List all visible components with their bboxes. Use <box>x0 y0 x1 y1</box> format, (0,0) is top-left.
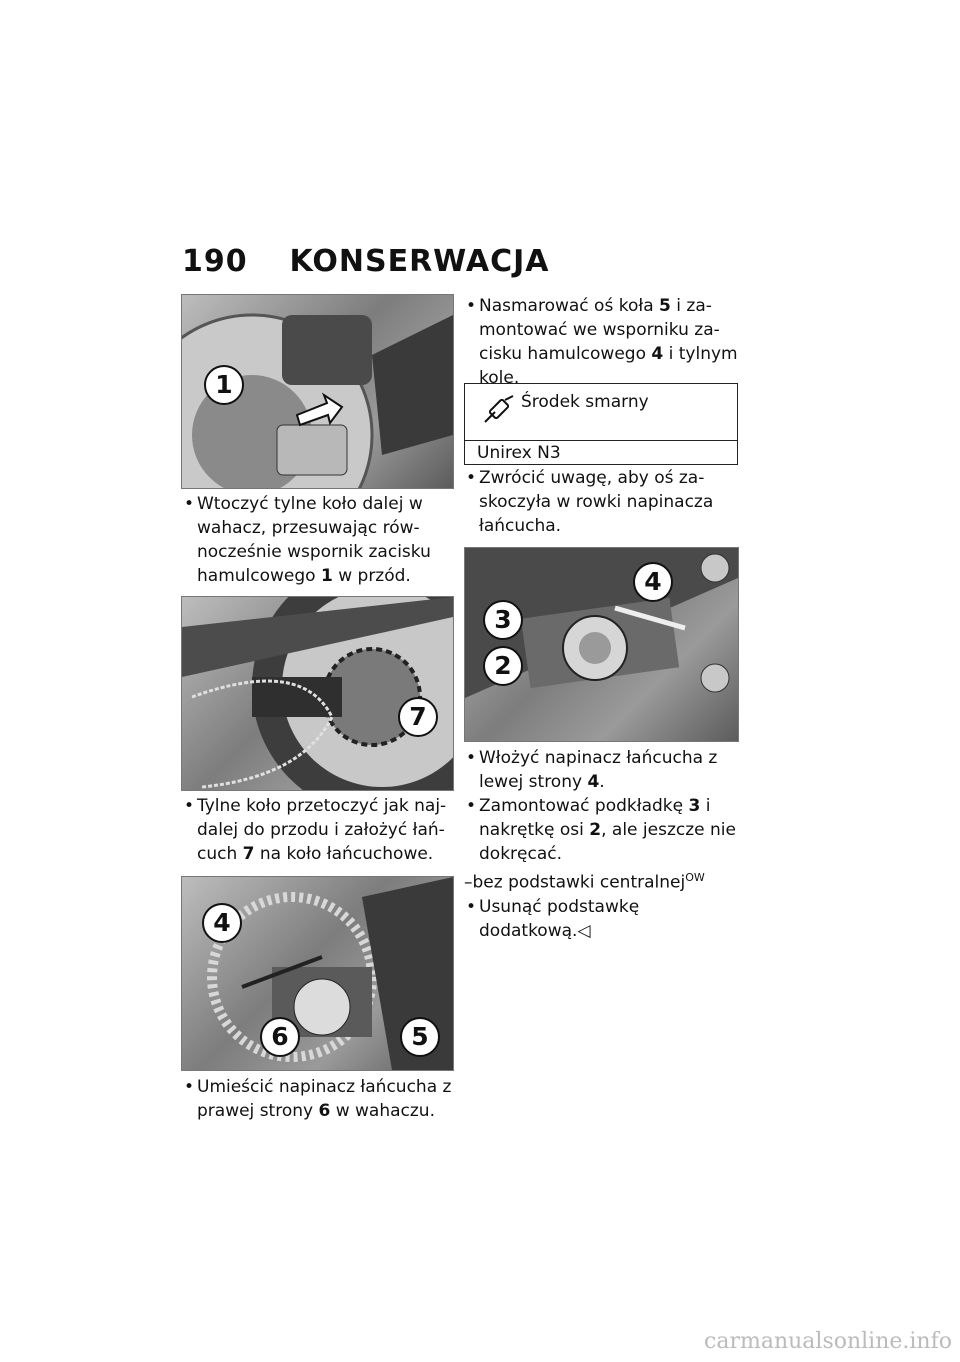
grease-gun-icon <box>481 394 515 426</box>
page-header <box>182 244 550 279</box>
callout-7: 7 <box>398 697 438 737</box>
step-4: • Nasmarować oś koła 5 i za-montować we wsporniku za-cisku hamulcowego 4 i tylnym kole. <box>466 296 738 388</box>
condition-line: –bez podstawki centralnej$^{OW}$ <box>464 871 705 893</box>
steps-6-7 <box>464 746 740 866</box>
callout-3: 3 <box>483 600 523 640</box>
callout-4: 4 <box>202 903 242 943</box>
watermark: carmanualsonline.info <box>704 1329 952 1354</box>
lubricant-box <box>464 383 738 465</box>
condition-block <box>464 866 740 943</box>
page-number: 190 <box>182 244 248 279</box>
callout-1: 1 <box>204 365 244 405</box>
photo-brake-caliper <box>181 294 454 489</box>
photo-left-tensioner <box>464 547 739 742</box>
callout-2: 2 <box>483 646 523 686</box>
callout-5: 5 <box>400 1017 440 1057</box>
step-7: • Zamontować podkładkę 3 i nakrętkę osi 2, ale jeszcze nie dokręcać. <box>466 796 736 864</box>
step-2: • Tylne koło przetoczyć jak naj-dalej do przodu i założyć łań-cuch 7 na koło łańcuchowe. <box>184 796 447 864</box>
lubricant-label: Środek smarny <box>521 392 649 412</box>
lubricant-value: Unirex N3 <box>477 443 561 463</box>
rear-wheel-illustration <box>182 597 453 790</box>
step-5: • Zwrócić uwagę, aby oś za-skoczyła w rowki napinacza łańcucha. <box>466 468 714 536</box>
photo-rear-wheel-chain <box>181 596 454 791</box>
end-mark: ◁ <box>577 920 591 941</box>
step-6: • Włożyć napinacz łańcucha z lewej strony 4. <box>466 748 718 792</box>
callout-4: 4 <box>633 562 673 602</box>
step-1: • Wtoczyć tylne koło dalej w wahacz, przesuwając rów-nocześnie wspornik zacisku hamulcowego 1 w przód. <box>184 494 431 586</box>
photo-right-tensioner <box>181 876 454 1071</box>
tensioner-left-illustration <box>465 548 738 741</box>
callout-6: 6 <box>260 1017 300 1057</box>
step-8: • Usunąć podstawkę dodatkową.◁ <box>466 896 640 941</box>
page-title: KONSERWACJA <box>289 244 550 279</box>
step-3: • Umieścić napinacz łańcucha z prawej strony 6 w wahaczu. <box>184 1077 452 1121</box>
